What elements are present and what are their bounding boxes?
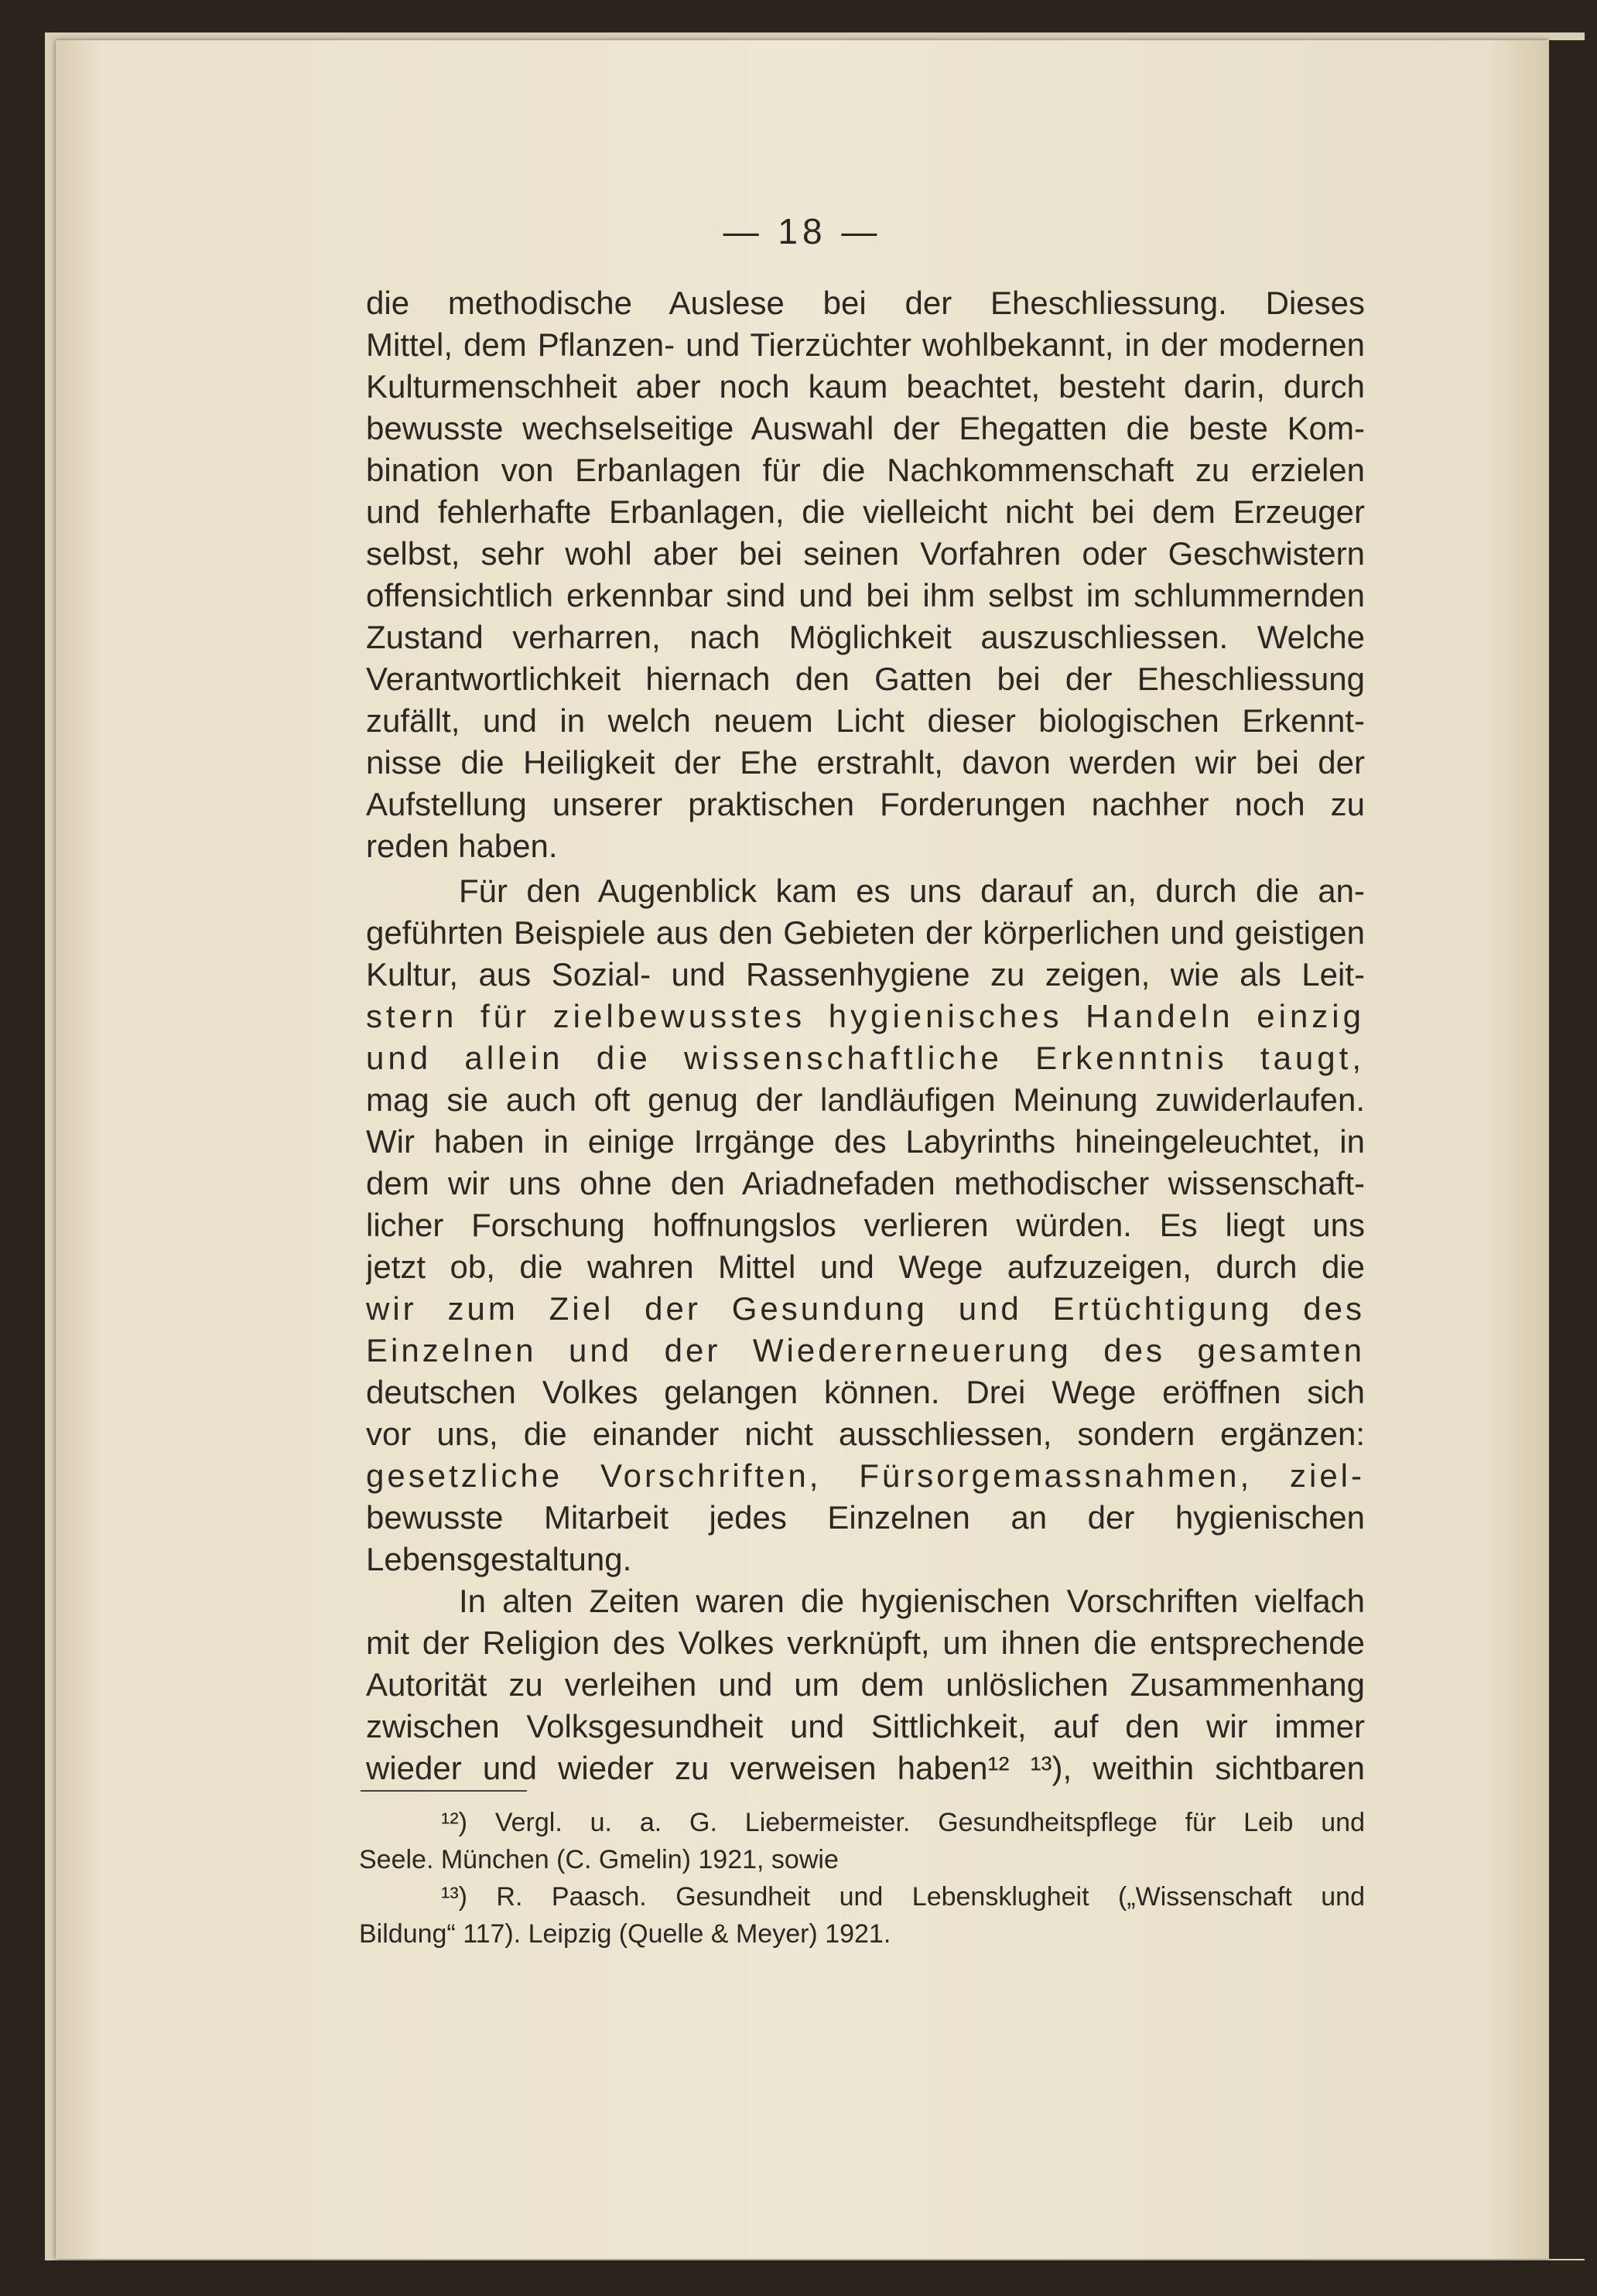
text-line: bewusste wechselseitige Auswahl der Ehegatten die beste Kom-	[366, 410, 1365, 446]
text-line: Zustand verharren, nach Möglichkeit auszuschliessen. Welche	[366, 619, 1365, 655]
text-line: bination von Erbanlagen für die Nachkommenschaft zu erzielen	[366, 452, 1365, 488]
text-line: Kultur, aus Sozial- und Rassenhygiene zu zeigen, wie als Leit-	[366, 956, 1365, 993]
text-line: gesetzliche Vorschriften, Fürsorgemassnahmen, ziel-	[366, 1457, 1365, 1494]
text-line: offensichtlich erkennbar sind und bei ihm selbst im schlummernden	[366, 577, 1365, 613]
text-line: zwischen Volksgesundheit und Sittlichkeit, auf den wir immer	[366, 1708, 1365, 1744]
text-line: vor uns, die einander nicht ausschliessen, sondern ergänzen:	[366, 1416, 1365, 1452]
text-line: mit der Religion des Volkes verknüpft, um ihnen die entsprechende	[366, 1625, 1365, 1661]
text-line: wieder und wieder zu verweisen haben¹² ¹³), weithin sichtbaren	[366, 1750, 1365, 1786]
text-line: reden haben.	[366, 828, 558, 864]
text-line: geführten Beispiele aus den Gebieten der körperlichen und geistigen	[366, 914, 1365, 951]
text-line: selbst, sehr wohl aber bei seinen Vorfahren oder Geschwistern	[366, 535, 1365, 572]
text-line: dem wir uns ohne den Ariadnefaden methodischer wissenschaft-	[366, 1165, 1365, 1201]
text-line: In alten Zeiten waren die hygienischen Vorschriften vielfach	[459, 1583, 1365, 1619]
text-line: wir zum Ziel der Gesundung und Ertüchtigung des	[366, 1290, 1365, 1327]
text-line: Aufstellung unserer praktischen Forderungen nachher noch zu	[366, 786, 1365, 822]
text-line: Mittel, dem Pflanzen- und Tierzüchter wohlbekannt, in der modernen	[366, 326, 1365, 363]
text-line: deutschen Volkes gelangen können. Drei Wege eröffnen sich	[366, 1374, 1365, 1410]
text-line: und allein die wissenschaftliche Erkenntnis taugt,	[366, 1040, 1365, 1076]
text-line: Autorität zu verleihen und um dem unlöslichen Zusammenhang	[366, 1666, 1365, 1703]
background-edge	[1549, 40, 1597, 2259]
text-line: Verantwortlichkeit hiernach den Gatten bei der Eheschliessung	[366, 661, 1365, 697]
page-number: — 18 —	[723, 211, 882, 251]
footnote-line: ¹²) Vergl. u. a. G. Liebermeister. Gesundheitspflege für Leib und	[441, 1808, 1365, 1837]
text-line: nisse die Heiligkeit der Ehe erstrahlt, davon werden wir bei der	[366, 744, 1365, 781]
text-line: stern für zielbewusstes hygienisches Handeln einzig	[366, 998, 1365, 1034]
text-line: Kulturmenschheit aber noch kaum beachtet, besteht darin, durch	[366, 368, 1365, 405]
text-line: die methodische Auslese bei der Eheschliessung. Dieses	[366, 285, 1365, 321]
footnote-divider	[361, 1790, 527, 1792]
text-line: jetzt ob, die wahren Mittel und Wege aufzuzeigen, durch die	[366, 1249, 1365, 1285]
text-line: Einzelnen und der Wiedererneuerung des gesamten	[366, 1332, 1365, 1368]
footnote-line: Seele. München (C. Gmelin) 1921, sowie	[359, 1845, 839, 1874]
text-line: und fehlerhafte Erbanlagen, die vielleicht nicht bei dem Erzeuger	[366, 494, 1365, 530]
text-line: Wir haben in einige Irrgänge des Labyrinths hineingeleuchtet, in	[366, 1123, 1365, 1160]
text-line: bewusste Mitarbeit jedes Einzelnen an der hygienischen	[366, 1499, 1365, 1536]
footnote-line: ¹³) R. Paasch. Gesundheit und Lebensklugheit („Wissenschaft und	[441, 1882, 1365, 1912]
text-line: Für den Augenblick kam es uns darauf an, durch die an-	[459, 873, 1365, 909]
text-line: licher Forschung hoffnungslos verlieren würden. Es liegt uns	[366, 1207, 1365, 1243]
text-line: zufällt, und in welch neuem Licht dieser biologischen Erkennt-	[366, 702, 1365, 739]
footnote-line: Bildung“ 117). Leipzig (Quelle & Meyer) 1921.	[359, 1919, 891, 1949]
text-line: mag sie auch oft genug der landläufigen Meinung zuwiderlaufen.	[366, 1081, 1365, 1118]
text-line: Lebensgestaltung.	[366, 1541, 632, 1577]
